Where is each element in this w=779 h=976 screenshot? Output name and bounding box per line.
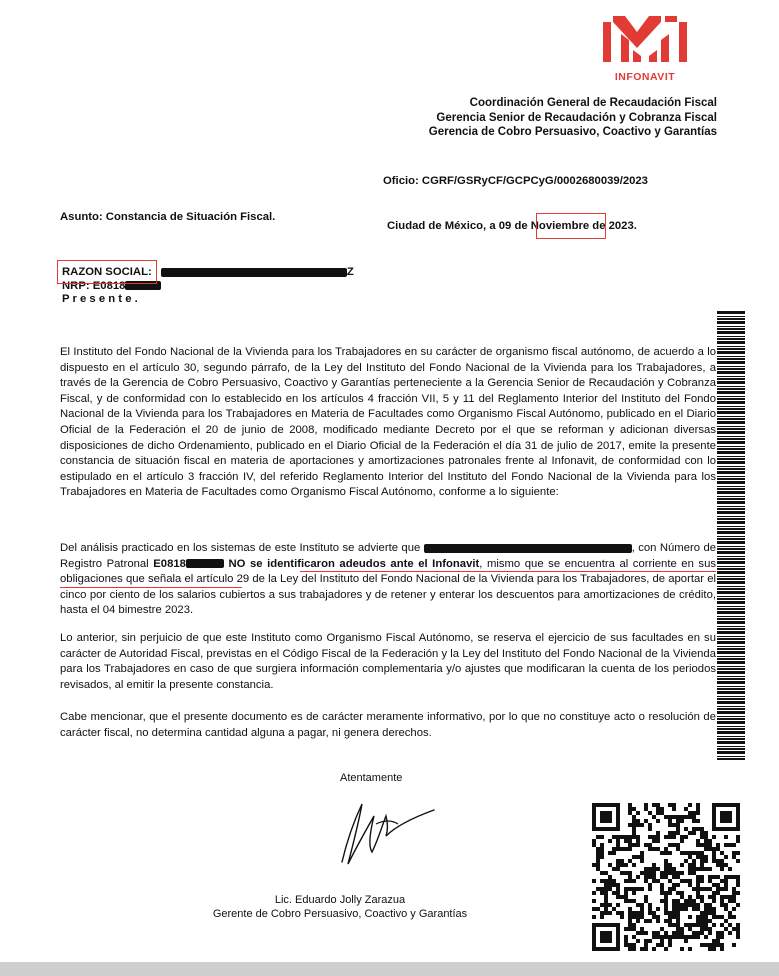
signer-name: Lic. Eduardo Jolly Zarazua bbox=[274, 894, 406, 906]
bottom-scrollbar bbox=[0, 962, 779, 976]
header-line-3: Gerencia de Cobro Persuasivo, Coactivo y Garantías bbox=[428, 126, 717, 138]
razon-social-end: Z bbox=[346, 266, 354, 278]
nrp-label: NRP: E0818 bbox=[62, 279, 126, 292]
redacted-nrp-2 bbox=[186, 559, 224, 568]
paragraph-4: Cabe mencionar, que el presente documento es de carácter meramente informativo, por lo que no constituye acto o resolución de carácter fiscal, no determina cantidad alguna a pagar, ni genera derechos. bbox=[60, 711, 716, 739]
month-highlight-box bbox=[536, 213, 606, 239]
header-line-1: Coordinación General de Recaudación Fiscal bbox=[469, 97, 717, 109]
p2-text-d: que señala el artículo 29 de la Ley del Instituto del Fondo Nacional de la Vivienda para los Trabajadores, de aportar el cinco por ciento de los salarios cubiertos a sus trabajadores y de retener y enterar los descuentos para amortizaciones de crédito, hasta el 04 bimestre 2023. bbox=[60, 573, 716, 617]
paragraph-3: Lo anterior, sin perjuicio de que este Instituto como Organismo Fiscal Autónomo, se reserva el ejercicio de sus facultades en su carácter de Autoridad Fiscal, previstas en el Código Fiscal de la Federación y la Ley del Instituto del Fondo Nacional de la Vivienda para los Trabajadores en caso de que surgiera información complementaria y/o ajustes que modificaran la cuenta de los periodos revisados, al emitir la presente constancia. bbox=[60, 632, 716, 691]
header-line-2: Gerencia Senior de Recaudación y Cobranza Fiscal bbox=[436, 111, 717, 124]
infonavit-logo-icon bbox=[603, 14, 687, 64]
underline-no-adeudos bbox=[300, 571, 716, 572]
paragraph-2 bbox=[60, 541, 716, 619]
p2-no-adeudos: NO se identificaron adeudos ante el Infonavit bbox=[223, 557, 480, 570]
qr-code bbox=[592, 803, 740, 951]
p2-text-c: , mismo que se encuentra al corriente en sus obligaciones bbox=[60, 557, 716, 586]
razon-social-highlight-box bbox=[57, 260, 157, 284]
paragraph-1: El Instituto del Fondo Nacional de la Vivienda para los Trabajadores en su carácter de organismo fiscal autónomo, de acuerdo a lo dispuesto en el artículo 30, segundo párrafo, de la Ley del Instituto del Fondo Nacional de la Vivienda para los Trabajadores, a través de la Gerencia de Cobro Persuasivo, Coactivo y Garantías perteneciente a la Gerencia Senior de Recaudación y Cobranza Fiscal, y de conformidad con lo establecido en los artículos 4 fracción VII, 5 y 11 del Reglamento Interior del Instituto del Fondo Nacional de la Vivienda para los Trabajadores en Materia de Facultades como Organismo Fiscal Autónomo, publicado en el Diario Oficial de la Federación el 20 de junio de 2008, modificado mediante Decreto por el que se reforman y adicionan diversas disposiciones de dicho Ordenamiento, publicado en el Diario Oficial de la Federación el día 31 de julio de 2017, emite la presente constancia de situación fiscal en materia de aportaciones y amortizaciones patronales frente al Infonavit, de conformidad con lo estipulado en el artículo 3 fracción IV, del referido Reglamento Interior del Instituto del Fondo Nacional de la Vivienda para los Trabajadores en Materia de Facultades como Organismo Fiscal Autónomo, conforme a lo siguiente: bbox=[60, 346, 716, 499]
p2-text-b: , con Número de Registro Patronal bbox=[60, 542, 717, 570]
oficio-number: Oficio: CGRF/GSRyCF/GCPCyG/0002680039/2023 bbox=[383, 175, 648, 187]
infonavit-logo bbox=[603, 14, 687, 83]
vertical-barcode bbox=[717, 310, 745, 760]
p2-nrp: E0818 bbox=[153, 557, 186, 570]
signer-block bbox=[200, 893, 480, 921]
razon-social-label: RAZON SOCIAL: bbox=[62, 266, 152, 278]
header-block bbox=[429, 96, 717, 140]
signer-title: Gerente de Cobro Persuasivo, Coactivo y Garantías bbox=[212, 908, 468, 920]
redacted-name bbox=[161, 268, 347, 277]
p2-text-a: Del análisis practicado en los sistemas de este Instituto se advierte que bbox=[60, 542, 424, 554]
signature bbox=[322, 790, 452, 870]
date-suffix: de 2023. bbox=[589, 220, 637, 232]
redacted-company bbox=[424, 544, 632, 553]
asunto: Asunto: Constancia de Situación Fiscal. bbox=[60, 211, 276, 223]
atentamente: Atentamente bbox=[340, 772, 403, 784]
date-month: Noviembre bbox=[530, 220, 590, 232]
logo-wordmark: INFONAVIT bbox=[614, 71, 676, 83]
qr-code-icon bbox=[592, 803, 740, 951]
date-prefix: Ciudad de México, a 09 de bbox=[387, 220, 531, 232]
underline-al-corriente bbox=[60, 587, 242, 588]
presente: P r e s e n t e . bbox=[62, 293, 138, 305]
